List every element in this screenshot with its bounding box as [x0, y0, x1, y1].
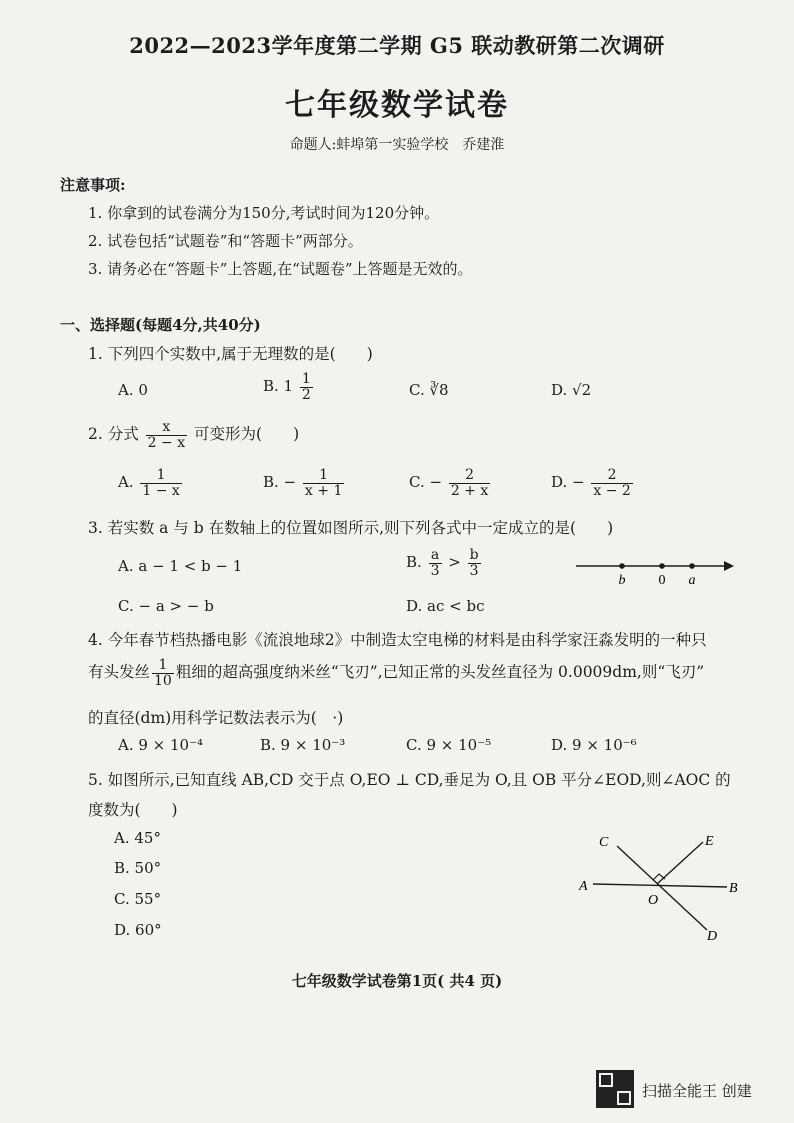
angle-figure — [575, 828, 750, 948]
q2-option-a: A. $\frac{1}{1 - x}$ — [118, 467, 180, 499]
number-line-arrow — [724, 561, 734, 571]
fig-label-b: B — [729, 881, 738, 896]
fig-label-d: D — [707, 929, 718, 944]
q3-option-d: D. ac < bc — [406, 597, 485, 615]
q4-option-a: A. 9 × 10⁻⁴ — [118, 736, 204, 754]
label-a: a — [688, 573, 696, 588]
label-b: b — [618, 573, 626, 588]
exam-title: 七年级数学试卷 — [285, 88, 509, 123]
fig-label-c: C — [599, 835, 609, 850]
point-b — [619, 563, 625, 569]
qr-code-icon — [596, 1070, 634, 1108]
q1-option-c: C. ∛8 — [409, 381, 449, 399]
q4-line1: 4. 今年春节档热播电影《流浪地球2》中制造太空电梯的材料是由科学家汪淼发明的一种只 — [88, 631, 707, 649]
q2-option-d: D. − $\frac{2}{x - 2}$ — [551, 467, 631, 499]
q1-option-d: D. √2 — [551, 381, 592, 399]
note-item: 1. 你拿到的试卷满分为150分,考试时间为120分钟。 — [88, 204, 440, 222]
exam-author: 命题人:蚌埠第一实验学校 乔建淮 — [289, 137, 505, 153]
q3-option-b: B. $\frac{a}{3}$ > $\frac{b}{3}$ — [406, 547, 479, 579]
point-a — [689, 563, 695, 569]
number-line-figure — [570, 552, 740, 588]
q2-stem: 2. 分式 $\frac{x}{2 - x}$ 可变形为( ) — [88, 419, 300, 451]
point-zero — [659, 563, 665, 569]
q5-option-c: C. 55° — [114, 890, 162, 908]
q5-line2: 度数为( ) — [88, 801, 178, 819]
q3-option-c: C. − a > − b — [118, 597, 214, 615]
scanner-watermark: 扫描全能王 创建 — [642, 1082, 752, 1100]
note-item: 3. 请务必在“答题卡”上答题,在“试题卷”上答题是无效的。 — [88, 260, 473, 278]
q5-option-b: B. 50° — [114, 859, 162, 877]
q2-option-b: B. − $\frac{1}{x + 1}$ — [263, 467, 343, 499]
section-title: 一、选择题(每题4分,共40分) — [60, 316, 261, 334]
label-zero: 0 — [658, 573, 666, 588]
line-cd — [617, 846, 707, 930]
note-item: 2. 试卷包括“试题卷”和“答题卡”两部分。 — [88, 232, 363, 250]
exam-header-line: 2022—2023学年度第二学期 G5 联动教研第二次调研 — [129, 33, 665, 58]
q2-option-c: C. − $\frac{2}{2 + x}$ — [409, 467, 489, 499]
q1-stem: 1. 下列四个实数中,属于无理数的是( ) — [88, 345, 373, 363]
page-footer: 七年级数学试卷第1页( 共4 页) — [291, 972, 503, 990]
q4-line2: 有头发丝 $\frac{1}{10}$ 粗细的超高强度纳米丝“飞刃”,已知正常的头发丝直径为 0.0009dm,则“飞刃” — [88, 657, 705, 689]
q1-option-b: B. 1 $\frac{1}{2}$ — [263, 371, 311, 403]
q4-option-c: C. 9 × 10⁻⁵ — [406, 736, 492, 754]
fig-label-e: E — [705, 834, 714, 849]
fig-label-a: A — [579, 879, 588, 894]
q4-option-d: D. 9 × 10⁻⁶ — [551, 736, 637, 754]
notes-title: 注意事项: — [60, 176, 126, 194]
fig-label-o: O — [648, 893, 659, 908]
q5-option-d: D. 60° — [114, 921, 162, 939]
q1-option-a: A. 0 — [118, 381, 148, 399]
q3-option-a: A. a − 1 < b − 1 — [118, 557, 243, 575]
q3-stem: 3. 若实数 a 与 b 在数轴上的位置如图所示,则下列各式中一定成立的是( ) — [88, 519, 614, 537]
q4-option-b: B. 9 × 10⁻³ — [260, 736, 346, 754]
q5-option-a: A. 45° — [114, 829, 161, 847]
q4-line3: 的直径(dm)用科学记数法表示为( ·) — [88, 709, 344, 727]
q5-line1: 5. 如图所示,已知直线 AB,CD 交于点 O,EO ⊥ CD,垂足为 O,且 OB 平分∠EOD,则∠AOC 的 — [88, 771, 731, 789]
